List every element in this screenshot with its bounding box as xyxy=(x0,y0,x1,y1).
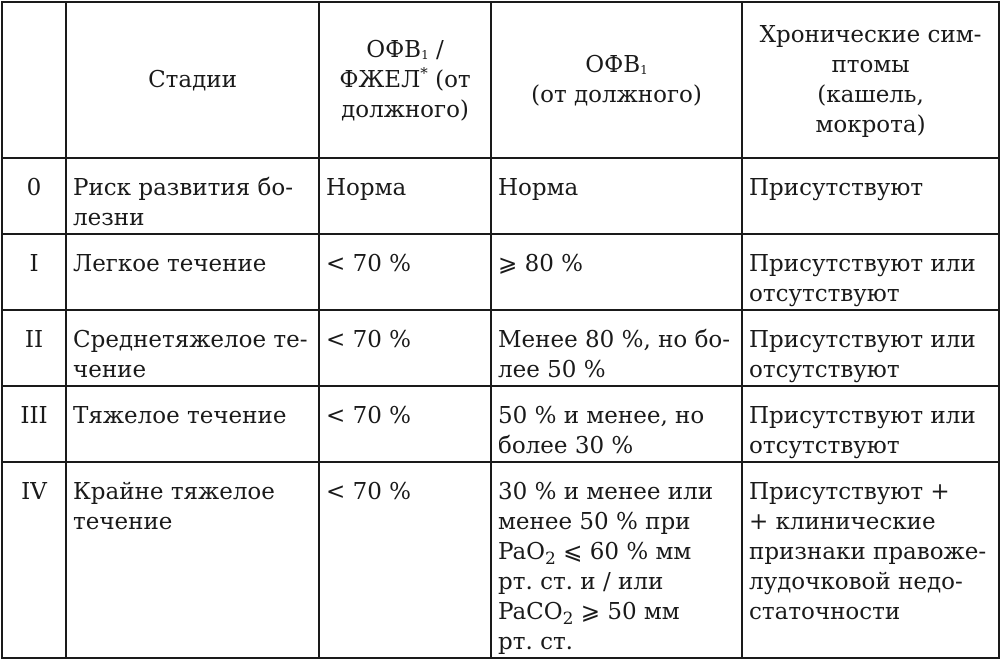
stage-name: Тяжелое течение xyxy=(66,386,319,462)
fev1-fvc-value: < 70 % xyxy=(319,462,491,658)
symptoms-value: Присутствуют или отсутствуют xyxy=(742,234,999,310)
symptoms-value: Присутствуют + + клинические признаки правоже- лудочковой недо- статочности xyxy=(742,462,999,658)
fev1-value: 30 % и менее или менее 50 % при PaO$_2$ ⩽ 60 % мм рт. ст. и / или PaCO$_2$ ⩾ 50 мм рт. ст. xyxy=(491,462,742,658)
fev1-fvc-value: < 70 % xyxy=(319,310,491,386)
stage-number: I xyxy=(2,234,66,310)
fev1-value: Норма xyxy=(491,158,742,234)
fev1-value: ⩾ 80 % xyxy=(491,234,742,310)
header-fev1: $ОФВ_1$ (от должного) xyxy=(491,2,742,158)
stage-name: Легкое течение xyxy=(66,234,319,310)
stage-number: 0 xyxy=(2,158,66,234)
stage-number: IV xyxy=(2,462,66,658)
stage-name: Риск развития бо- лезни xyxy=(66,158,319,234)
fev1-value: 50 % и менее, но более 30 % xyxy=(491,386,742,462)
copd-stages-table xyxy=(1,1,1000,659)
table-row xyxy=(2,310,999,386)
stage-number: III xyxy=(2,386,66,462)
header-symptoms: Хронические сим- птомы (кашель, мокрота) xyxy=(742,2,999,158)
header-row xyxy=(2,2,999,158)
table-row xyxy=(2,158,999,234)
header-fev1-fvc-ratio: $ОФВ_1$ / ФЖЕЛ* (от должного) xyxy=(319,2,491,158)
table-row xyxy=(2,234,999,310)
table-row xyxy=(2,386,999,462)
stage-number: II xyxy=(2,310,66,386)
fev1-value: Менее 80 %, но бо- лее 50 % xyxy=(491,310,742,386)
fev1-fvc-value: < 70 % xyxy=(319,386,491,462)
fev1-fvc-value: Норма xyxy=(319,158,491,234)
symptoms-value: Присутствуют или отсутствуют xyxy=(742,310,999,386)
stage-name: Среднетяжелое те- чение xyxy=(66,310,319,386)
stage-name: Крайне тяжелое течение xyxy=(66,462,319,658)
header-stage-number xyxy=(2,2,66,158)
fev1-fvc-value: < 70 % xyxy=(319,234,491,310)
table-row xyxy=(2,462,999,658)
symptoms-value: Присутствуют или отсутствуют xyxy=(742,386,999,462)
symptoms-value: Присутствуют xyxy=(742,158,999,234)
header-stage: Стадии xyxy=(66,2,319,158)
